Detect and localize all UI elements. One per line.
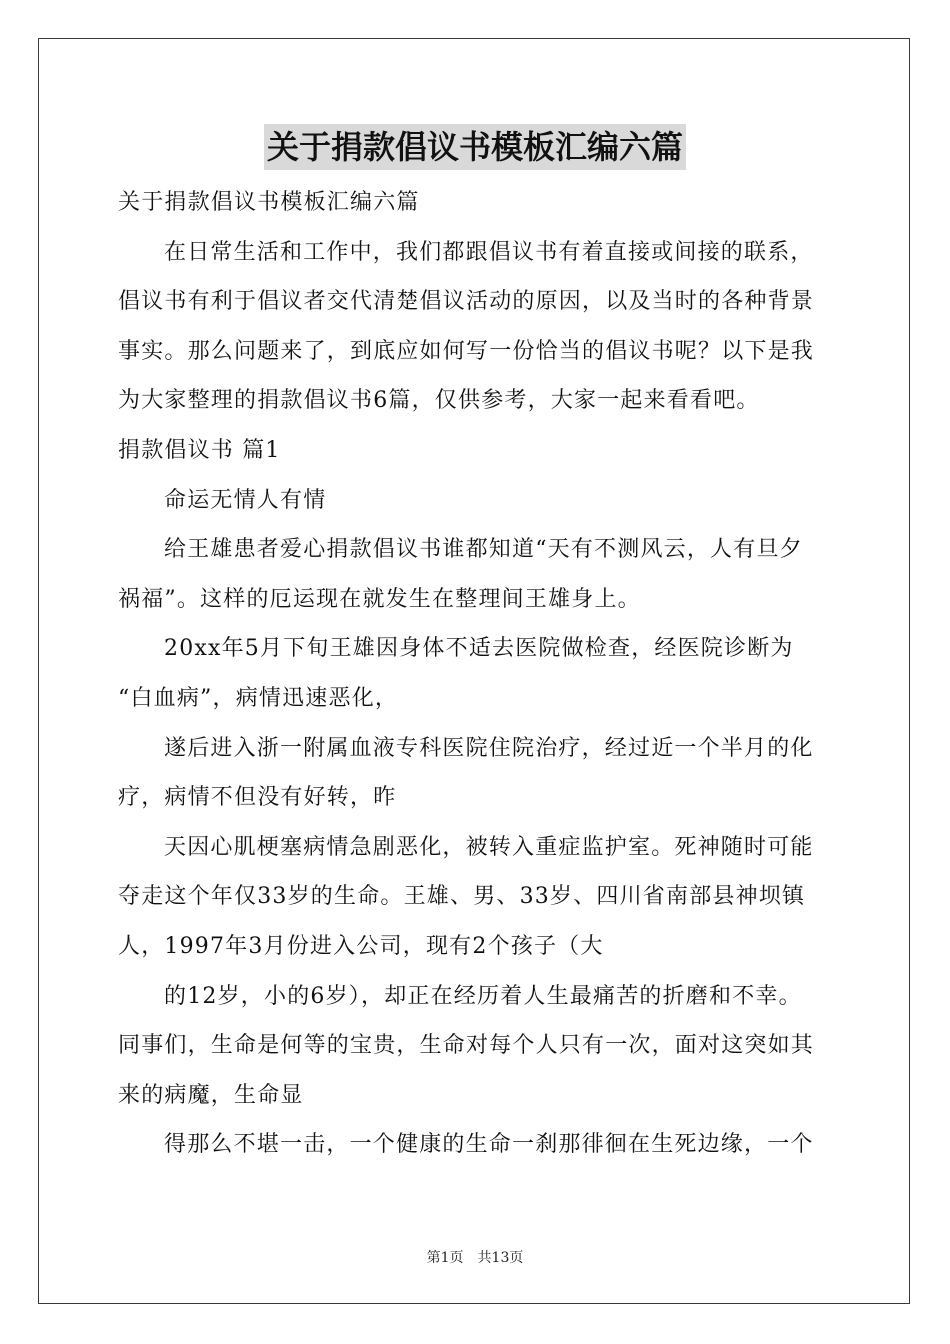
- page-footer: [0, 1247, 950, 1267]
- text-line: 疗，病情不但没有好转，昨: [118, 785, 397, 811]
- text-line: 同事们，生命是何等的宝贵，生命对每个人只有一次，面对这突如其: [118, 1033, 815, 1059]
- text-line: 夺走这个年仅33岁的生命。王雄、男、33岁、四川省南部县神坝镇: [118, 884, 806, 910]
- text-line: 得那么不堪一击，一个健康的生命一刹那徘徊在生死边缘，一个: [164, 1132, 814, 1158]
- text-line: 事实。那么问题来了，到底应如何写一份恰当的倡议书呢？以下是我: [118, 338, 815, 364]
- text-line: 遂后进入浙一附属血液专科医院住院治疗，经过近一个半月的化: [164, 735, 814, 761]
- page-number: 第1页: [426, 1250, 464, 1266]
- text-line: “白血病”，病情迅速恶化，: [118, 685, 399, 711]
- text-line: 关于捐款倡议书模板汇编六篇: [118, 190, 420, 215]
- text-line: 为大家整理的捐款倡议书6篇，仅供参考，大家一起来看看吧。: [118, 388, 760, 414]
- text-line: 的12岁，小的6岁），却正在经历着人生最痛苦的折磨和不幸。: [164, 983, 802, 1009]
- document-body: [118, 178, 838, 1170]
- text-line: 20xx年5月下旬王雄因身体不适去医院做检查，经医院诊断为: [164, 636, 794, 662]
- text-line: 命运无情人有情: [164, 487, 327, 513]
- text-line: 倡议书有利于倡议者交代清楚倡议活动的原因，以及当时的各种背景: [118, 289, 815, 315]
- text-line: 捐款倡议书 篇1: [118, 437, 281, 463]
- page-total: 共13页: [477, 1250, 524, 1266]
- text-line: 天因心肌梗塞病情急剧恶化，被转入重症监护室。死神随时可能: [164, 834, 814, 860]
- text-line: 祸福”。这样的厄运现在就发生在整理间王雄身上。: [118, 586, 641, 612]
- document-title: 关于捐款倡议书模板汇编六篇: [264, 124, 686, 170]
- text-line: 来的病魔，生命显: [118, 1082, 304, 1108]
- text-line: 给王雄患者爱心捐款倡议书谁都知道“天有不测风云，人有旦夕: [164, 537, 803, 563]
- text-line: 在日常生活和工作中，我们都跟倡议书有着直接或间接的联系，: [164, 239, 814, 265]
- title-area: [0, 124, 950, 170]
- text-line: 人，1997年3月份进入公司，现有2个孩子（大: [118, 933, 604, 959]
